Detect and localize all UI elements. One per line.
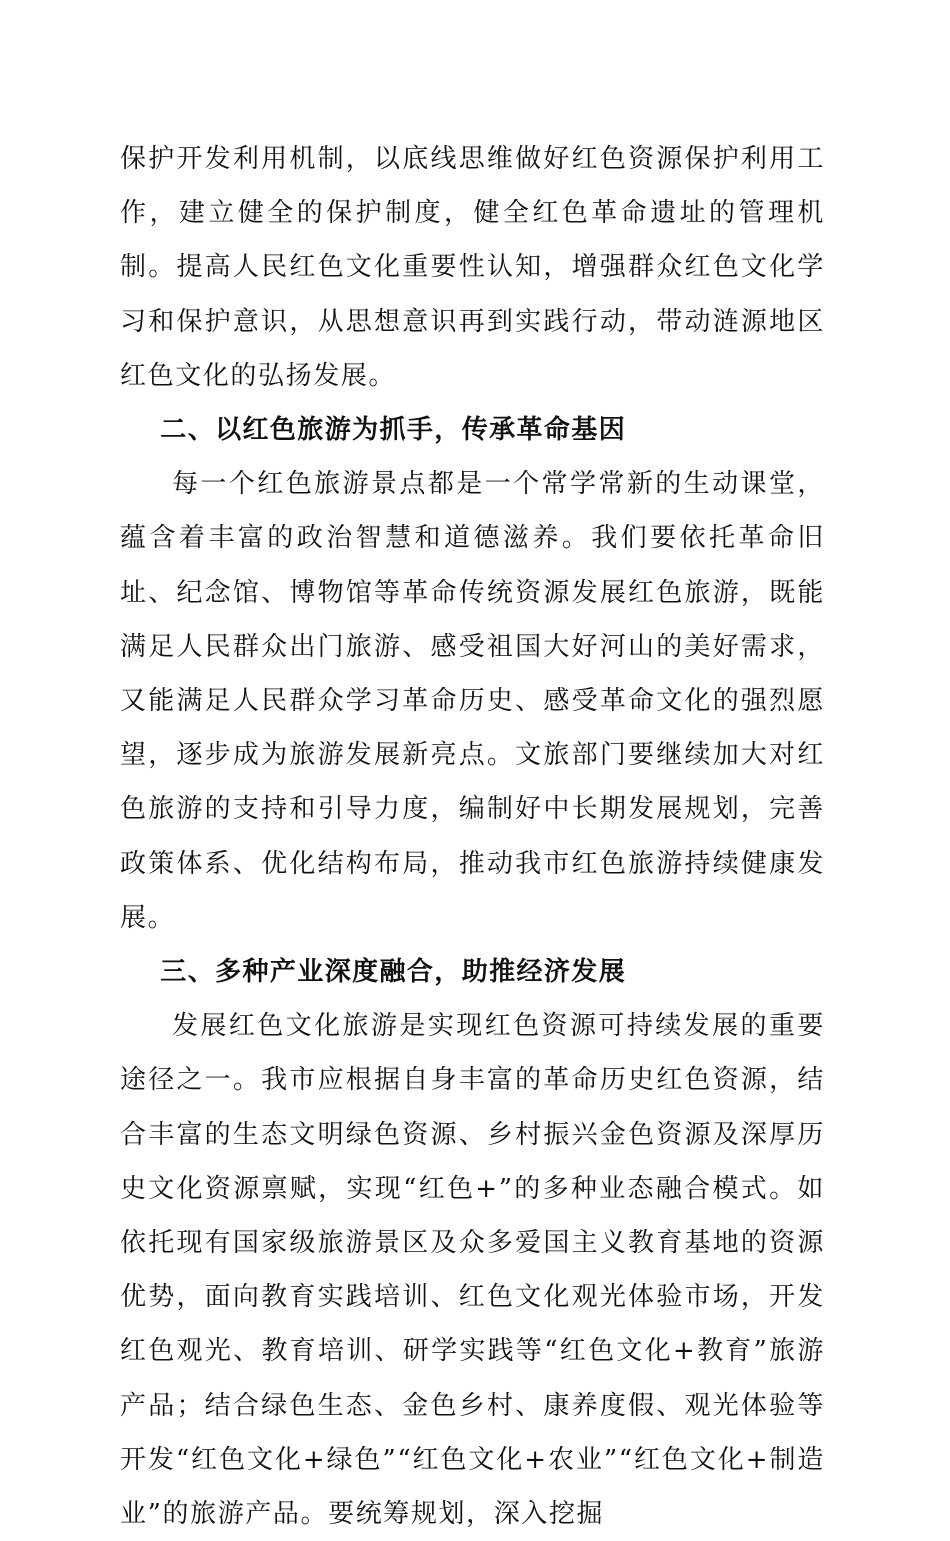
- paragraph-continued: 保护开发利用机制，以底线思维做好红色资源保护利用工作，建立健全的保护制度，健全红色革命遗址的管理机制。提高人民红色文化重要性认知，增强群众红色文化学习和保护意识，从思想意识再到实践行动，带动涟源地区红色文化的弘扬发展。: [120, 144, 825, 391]
- section-heading-3: 三、多种产业深度融合，助推经济发展: [160, 957, 627, 988]
- section-heading-2: 二、以红色旅游为抓手，传承革命基因: [160, 415, 627, 446]
- document-body: [120, 132, 825, 1541]
- paragraph-section-3: 发展红色文化旅游是实现红色资源可持续发展的重要途径之一。我市应根据自身丰富的革命历史红色资源，结合丰富的生态文明绿色资源、乡村振兴金色资源及深厚历史文化资源禀赋，实现“红色+”的多种业态融合模式。如依托现有国家级旅游景区及众多爱国主义教育基地的资源优势，面向教育实践培训、红色文化观光体验市场，开发红色观光、教育培训、研学实践等“红色文化+教育”旅游产品；结合绿色生态、金色乡村、康养度假、观光体验等开发“红色文化+绿色”“红色文化+农业”“红色文化+制造业”的旅游产品。要统筹规划，深入挖掘: [120, 1011, 825, 1530]
- paragraph-section-2: 每一个红色旅游景点都是一个常学常新的生动课堂，蕴含着丰富的政治智慧和道德滋养。我们要依托革命旧址、纪念馆、博物馆等革命传统资源发展红色旅游，既能满足人民群众出门旅游、感受祖国大好河山的美好需求，又能满足人民群众学习革命历史、感受革命文化的强烈愿望，逐步成为旅游发展新亮点。文旅部门要继续加大对红色旅游的支持和引导力度，编制好中长期发展规划，完善政策体系、优化结构布局，推动我市红色旅游持续健康发展。: [120, 469, 825, 933]
